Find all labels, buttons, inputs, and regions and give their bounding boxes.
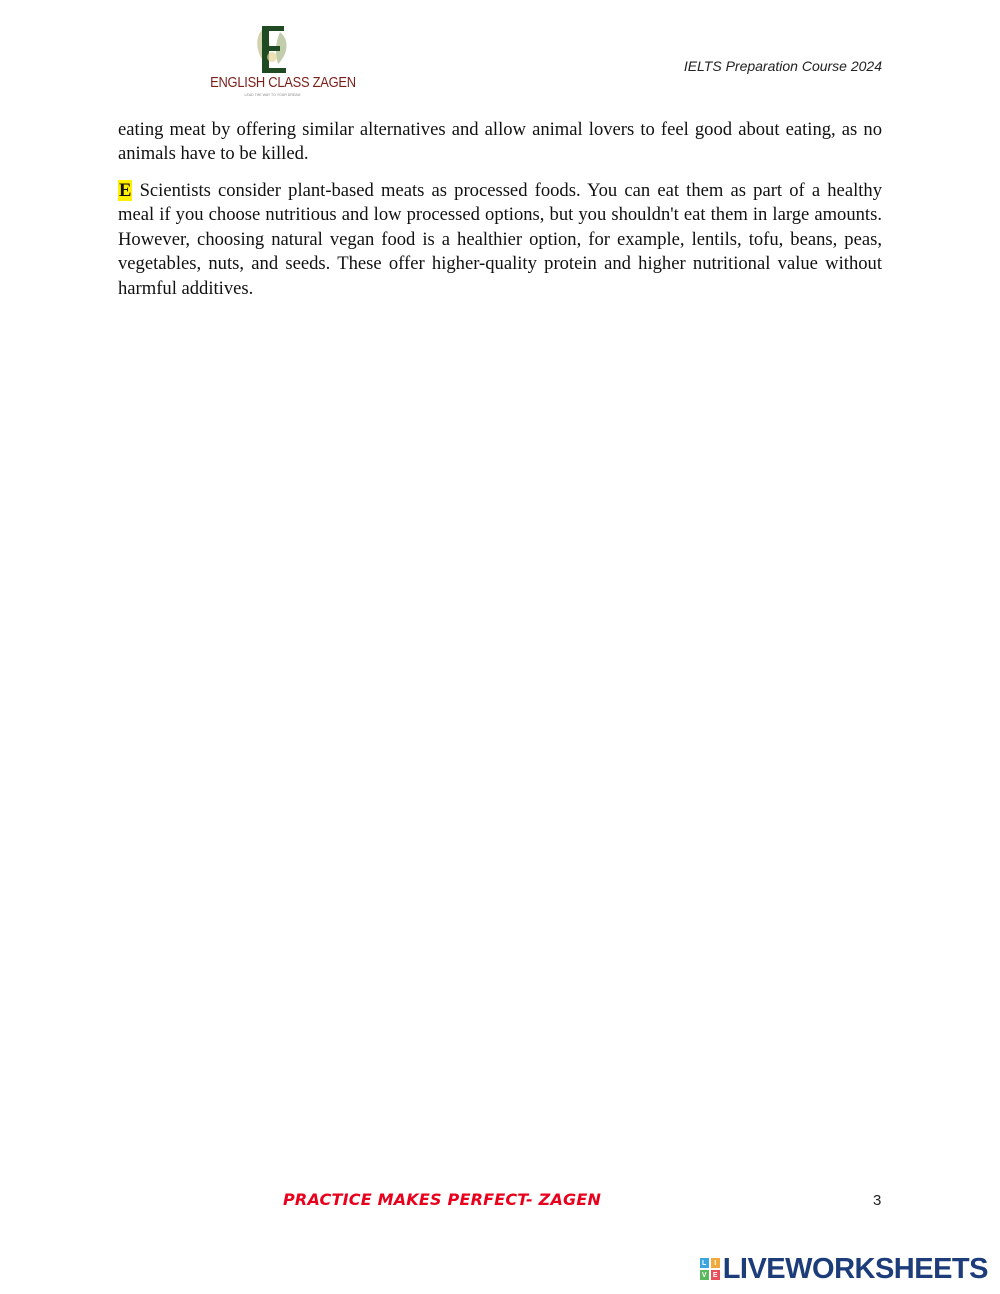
paragraph-continued: eating meat by offering similar alternatives and allow animal lovers to feel good about eating, as no animals have to be killed. bbox=[118, 119, 882, 165]
english-class-zagen-logo bbox=[200, 22, 356, 100]
paragraph-marker: E bbox=[119, 180, 132, 201]
footer-motto: PRACTICE MAKES PERFECT- ZAGEN bbox=[283, 1190, 602, 1209]
page-number: 3 bbox=[873, 1192, 882, 1209]
logo-name: ENGLISH CLASS ZAGEN bbox=[210, 74, 356, 91]
liveworksheets-watermark[interactable] bbox=[700, 1254, 988, 1284]
paragraph-e-text: Scientists consider plant-based meats as processed foods. You can eat them as part of a healthy meal if you choose nutritious and low processed options, but you shouldn't eat them in large amounts. However, choosing natural vegan food is a healthier option, for example, lentils, tofu, beans, peas, vegetables, nuts, and seeds. These offer higher-quality protein and higher nutritional value without harmful additives. bbox=[118, 180, 882, 299]
liveworksheets-icon bbox=[700, 1258, 720, 1280]
icon-tile-l: L bbox=[700, 1258, 709, 1268]
icon-tile-i: I bbox=[711, 1258, 720, 1268]
icon-tile-v: V bbox=[700, 1270, 709, 1280]
icon-tile-e: E bbox=[711, 1270, 720, 1280]
course-title: IELTS Preparation Course 2024 bbox=[683, 58, 882, 74]
logo-emblem-icon bbox=[250, 22, 296, 78]
paragraph-e bbox=[118, 179, 882, 301]
liveworksheets-text: LIVEWORKSHEETS bbox=[722, 1252, 988, 1285]
logo-tagline: LEAD THE WAY TO YOUR DREAM bbox=[244, 93, 301, 97]
